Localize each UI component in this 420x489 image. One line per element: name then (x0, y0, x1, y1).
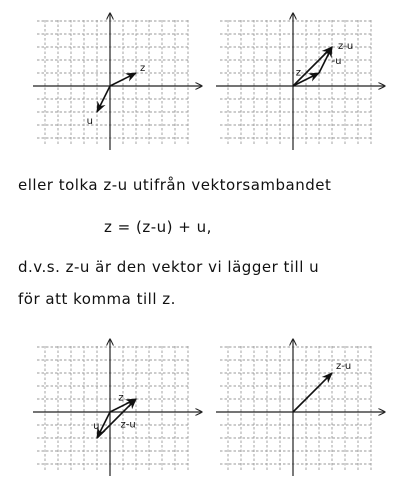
text-line-3: d.v.s. z-u är den vektor vi lägger till u (18, 258, 320, 276)
diagram-top-left (25, 12, 205, 152)
coordinate-plane-top-left (25, 12, 205, 152)
vector-label: z-u (120, 419, 136, 431)
diagram-top-right (208, 12, 388, 152)
vector-zminusu (97, 399, 136, 438)
vector-label: z-u (336, 361, 352, 372)
vector-label: z (140, 63, 146, 74)
vector-zminusu (293, 47, 332, 86)
vector-label: -u (331, 56, 342, 67)
coordinate-plane-bottom-right (208, 338, 388, 478)
equation: z = (z-u) + u, (104, 218, 212, 236)
diagram-bottom-left (25, 338, 205, 478)
vector-u (97, 86, 110, 112)
grid (37, 346, 190, 472)
vector-label: z-u (338, 41, 354, 52)
vector-label: z (118, 392, 124, 404)
vector-zminusu (293, 373, 332, 412)
vector-label: u (93, 421, 100, 432)
vector-label: u (86, 116, 93, 127)
text-line-1: eller tolka z-u utifrån vektorsambandet (18, 176, 332, 194)
text-line-4: för att komma till z. (18, 290, 176, 308)
vector-label: z (295, 67, 301, 79)
diagram-bottom-right (208, 338, 388, 478)
coordinate-plane-top-right (208, 12, 388, 152)
coordinate-plane-bottom-left (25, 338, 205, 478)
grid (37, 20, 190, 146)
